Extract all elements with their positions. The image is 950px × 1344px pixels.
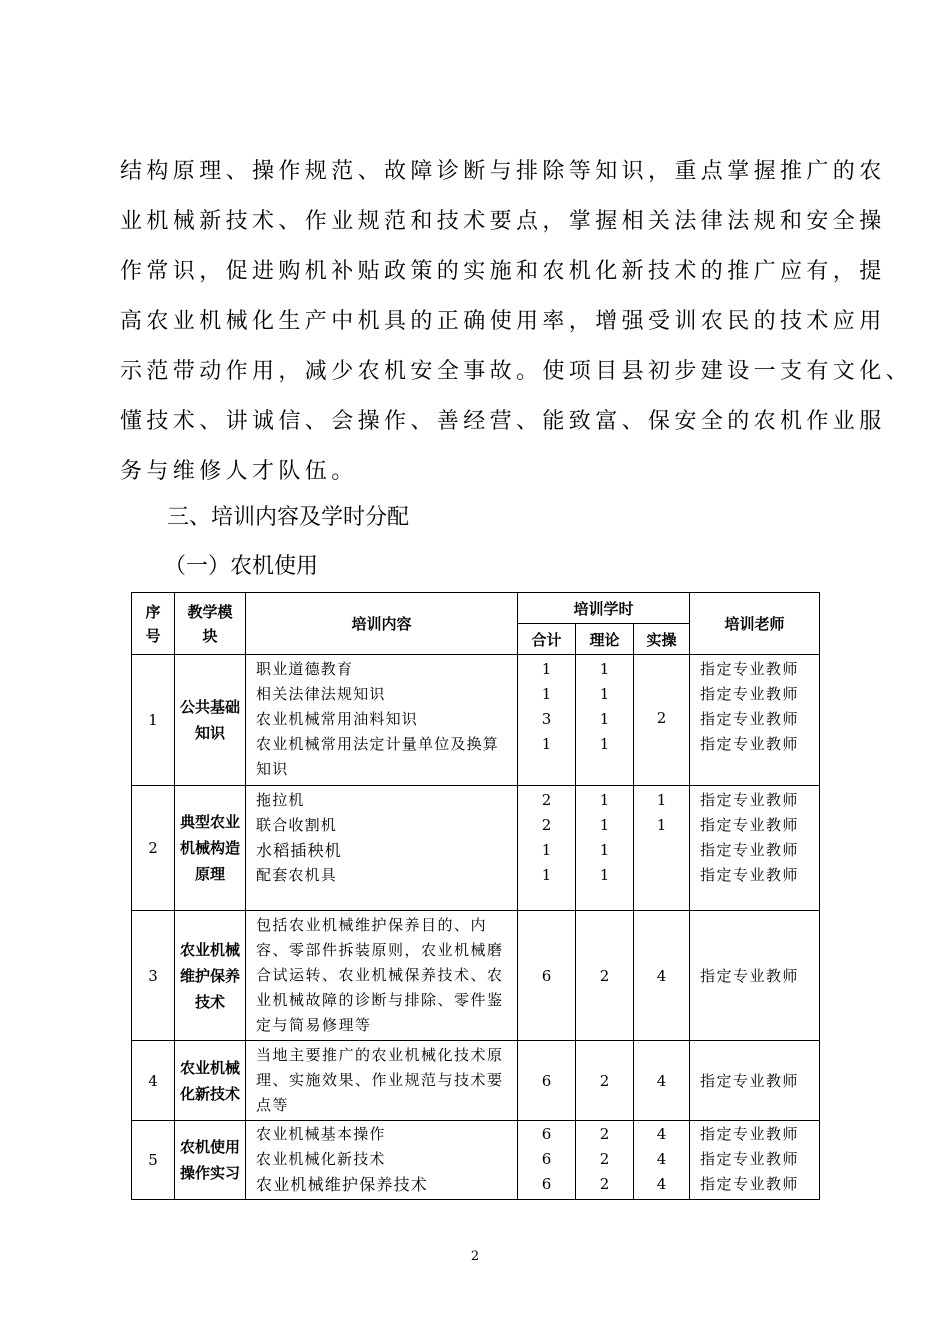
section-heading: 三、培训内容及学时分配 [167,505,410,530]
row-practice [634,1121,690,1200]
header-module: 教学模块 [175,593,246,655]
table-row [132,911,820,1041]
row-total [518,786,576,911]
header-seq: 序号 [132,593,175,655]
practice-value: 4 [656,1125,667,1143]
row-practice: 4 [634,1041,690,1121]
header-theory: 理论 [576,624,634,655]
paragraph-line: 业机械新技术、作业规范和技术要点，掌握相关法律法规和安全操 [120,209,886,234]
body-paragraph [120,147,913,497]
row-content: 包括农业机械维护保养目的、内容、零部件拆装原则，农业机械磨合试运转、农业机械保养技术、农业机械故障的诊断与排除、零件鉴定与简易修理等 [246,911,518,1041]
content-item: 职业道德教育 [256,660,354,678]
table-row [132,786,820,911]
total-value: 6 [541,1150,552,1168]
content-item: 相关法律法规知识 [256,685,386,703]
total-value: 6 [541,1175,552,1193]
total-value: 1 [541,735,552,753]
row-theory [576,1121,634,1200]
total-value: 1 [541,660,552,678]
teacher-name: 指定专业教师 [700,1150,800,1168]
content-item: 农业机械基本操作 [256,1125,386,1143]
paragraph-line: 作常识，促进购机补贴政策的实施和农机化新技术的推广应有，提 [120,259,886,284]
theory-value: 2 [599,1125,610,1143]
row-module: 公共基础知识 [175,655,246,786]
total-value: 1 [541,841,552,859]
header-total: 合计 [518,624,576,655]
theory-value: 2 [599,1150,610,1168]
header-hours: 培训学时 [518,593,690,624]
row-total: 6 [518,1041,576,1121]
row-module: 典型农业机械构造原理 [175,786,246,911]
teacher-name: 指定专业教师 [700,685,800,703]
row-practice: 2 [634,655,690,786]
header-content: 培训内容 [246,593,518,655]
table-row [132,655,820,786]
total-value: 2 [541,816,552,834]
training-table [131,592,820,1200]
row-module: 农机使用操作实习 [175,1121,246,1200]
practice-value: 1 [656,791,667,809]
teacher-name: 指定专业教师 [700,791,800,809]
teacher-name: 指定专业教师 [700,1175,800,1193]
theory-value: 2 [599,1175,610,1193]
row-content [246,655,518,786]
content-item: 配套农机具 [256,866,338,884]
header-practice: 实操 [634,624,690,655]
row-module: 农业机械维护保养技术 [175,911,246,1041]
content-item: 农业机械常用法定计量单位及换算 [256,735,500,753]
practice-value: 4 [656,1175,667,1193]
theory-value: 1 [599,791,610,809]
content-item: 拖拉机 [256,791,305,809]
page-number: 2 [470,1249,480,1264]
row-seq: 2 [132,786,175,911]
total-value: 1 [541,685,552,703]
total-value: 2 [541,791,552,809]
paragraph-line: 务与维修人才队伍。 [120,459,358,484]
row-teacher [690,786,820,911]
content-item: 农业机械化新技术 [256,1150,386,1168]
theory-value: 1 [599,735,610,753]
row-theory: 2 [576,911,634,1041]
subsection-heading: （一）农机使用 [164,554,319,579]
paragraph-line: 高农业机械化生产中机具的正确使用率，增强受训农民的技术应用 [120,309,886,334]
row-practice: 4 [634,911,690,1041]
row-content [246,1121,518,1200]
total-value: 3 [541,710,552,728]
paragraph-line: 示范带动作用，减少农机安全事故。使项目县初步建设一支有文化、 [120,359,913,384]
theory-value: 1 [599,816,610,834]
teacher-name: 指定专业教师 [700,866,800,884]
row-seq: 3 [132,911,175,1041]
theory-value: 1 [599,866,610,884]
theory-value: 1 [599,685,610,703]
table-row [132,1041,820,1121]
row-teacher: 指定专业教师 [690,1041,820,1121]
row-content: 当地主要推广的农业机械化技术原理、实施效果、作业规范与技术要点等 [246,1041,518,1121]
row-total [518,655,576,786]
teacher-name: 指定专业教师 [700,660,800,678]
paragraph-line: 结构原理、操作规范、故障诊断与排除等知识，重点掌握推广的农 [120,159,886,184]
theory-value: 1 [599,660,610,678]
row-teacher [690,655,820,786]
total-value: 6 [541,1125,552,1143]
row-total [518,1121,576,1200]
row-teacher [690,1121,820,1200]
content-item: 农业机械常用油料知识 [256,710,419,728]
practice-value: 4 [656,1150,667,1168]
row-practice [634,786,690,911]
row-theory: 2 [576,1041,634,1121]
content-item: 农业机械维护保养技术 [256,1175,429,1194]
header-teacher: 培训老师 [690,593,820,655]
practice-value: 1 [656,816,667,834]
content-item: 联合收割机 [256,816,338,834]
row-seq: 4 [132,1041,175,1121]
row-seq: 1 [132,655,175,786]
teacher-name: 指定专业教师 [700,1125,800,1143]
row-theory [576,786,634,911]
row-theory [576,655,634,786]
table-row [132,1121,820,1200]
teacher-name: 指定专业教师 [700,710,800,728]
content-item: 水稻插秧机 [256,841,343,860]
teacher-name: 指定专业教师 [700,735,800,753]
teacher-name: 指定专业教师 [700,816,800,834]
row-seq: 5 [132,1121,175,1200]
row-teacher: 指定专业教师 [690,911,820,1041]
theory-value: 1 [599,841,610,859]
row-module: 农业机械化新技术 [175,1041,246,1121]
teacher-name: 指定专业教师 [700,841,800,859]
theory-value: 1 [599,710,610,728]
total-value: 1 [541,866,552,884]
content-item: 知识 [256,760,289,778]
paragraph-line: 懂技术、讲诚信、会操作、善经营、能致富、保安全的农机作业服 [120,409,886,434]
row-total: 6 [518,911,576,1041]
row-content [246,786,518,911]
